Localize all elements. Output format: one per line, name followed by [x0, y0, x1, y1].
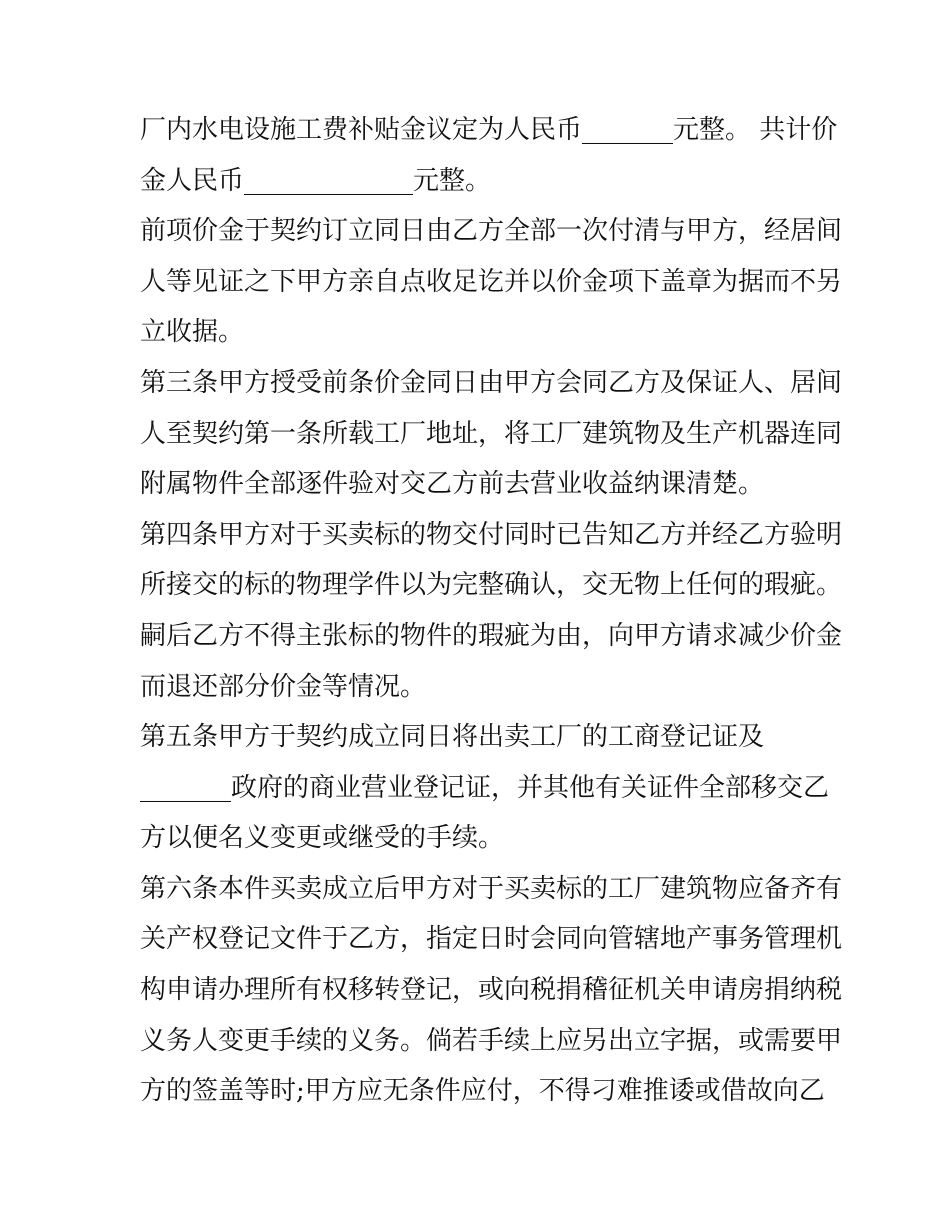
text-line: 前项价金于契约订立同日由乙方全部一次付清与甲方，经居间 [140, 216, 843, 246]
text-line: 人至契约第一条所载工厂地址，将工厂建筑物及生产机器连同 [140, 419, 843, 449]
text-line: 所接交的标的物理学件以为完整确认，交无物上任何的瑕疵。 [140, 570, 843, 600]
text-line: 第四条甲方对于买卖标的物交付同时已告知乙方并经乙方验明 [140, 520, 843, 550]
text-line: 人等见证之下甲方亲自点收足讫并以价金项下盖章为据而不另 [140, 267, 843, 297]
text-line: 立收据。 [140, 317, 245, 347]
text-line: 方以便名义变更或继受的手续。 [140, 823, 505, 853]
text-line: 而退还部分价金等情况。 [140, 672, 427, 702]
text-line: 金人民币_____________元整。 [140, 166, 492, 196]
text-line: 第六条本件买卖成立后甲方对于买卖标的工厂建筑物应备齐有 [140, 874, 843, 904]
text-line: 第三条甲方授受前条价金同日由甲方会同乙方及保证人、居间 [140, 368, 843, 398]
text-line: 第五条甲方于契约成立同日将出卖工厂的工商登记证及 [140, 722, 765, 752]
text-line: 嗣后乙方不得主张标的物件的瑕疵为由，向甲方请求减少价金 [140, 621, 843, 651]
text-line: 厂内水电设施工费补贴金议定为人民币_______元整。 共计价 [140, 115, 838, 145]
text-line: 方的签盖等时;甲方应无条件应付，不得刁难推诿或借故向乙 [140, 1076, 825, 1106]
text-line: _______政府的商业营业登记证，并其他有关证件全部移交乙 [140, 773, 830, 803]
text-line: 构申请办理所有权移转登记，或向税捐稽征机关申请房捐纳税 [140, 975, 843, 1005]
text-line: 附属物件全部逐件验对交乙方前去营业收益纳课清楚。 [140, 469, 765, 499]
text-line: 关产权登记文件于乙方，指定日时会同向管辖地产事务管理机 [140, 924, 843, 954]
text-line: 义务人变更手续的义务。倘若手续上应另出立字据，或需要甲 [140, 1026, 843, 1056]
